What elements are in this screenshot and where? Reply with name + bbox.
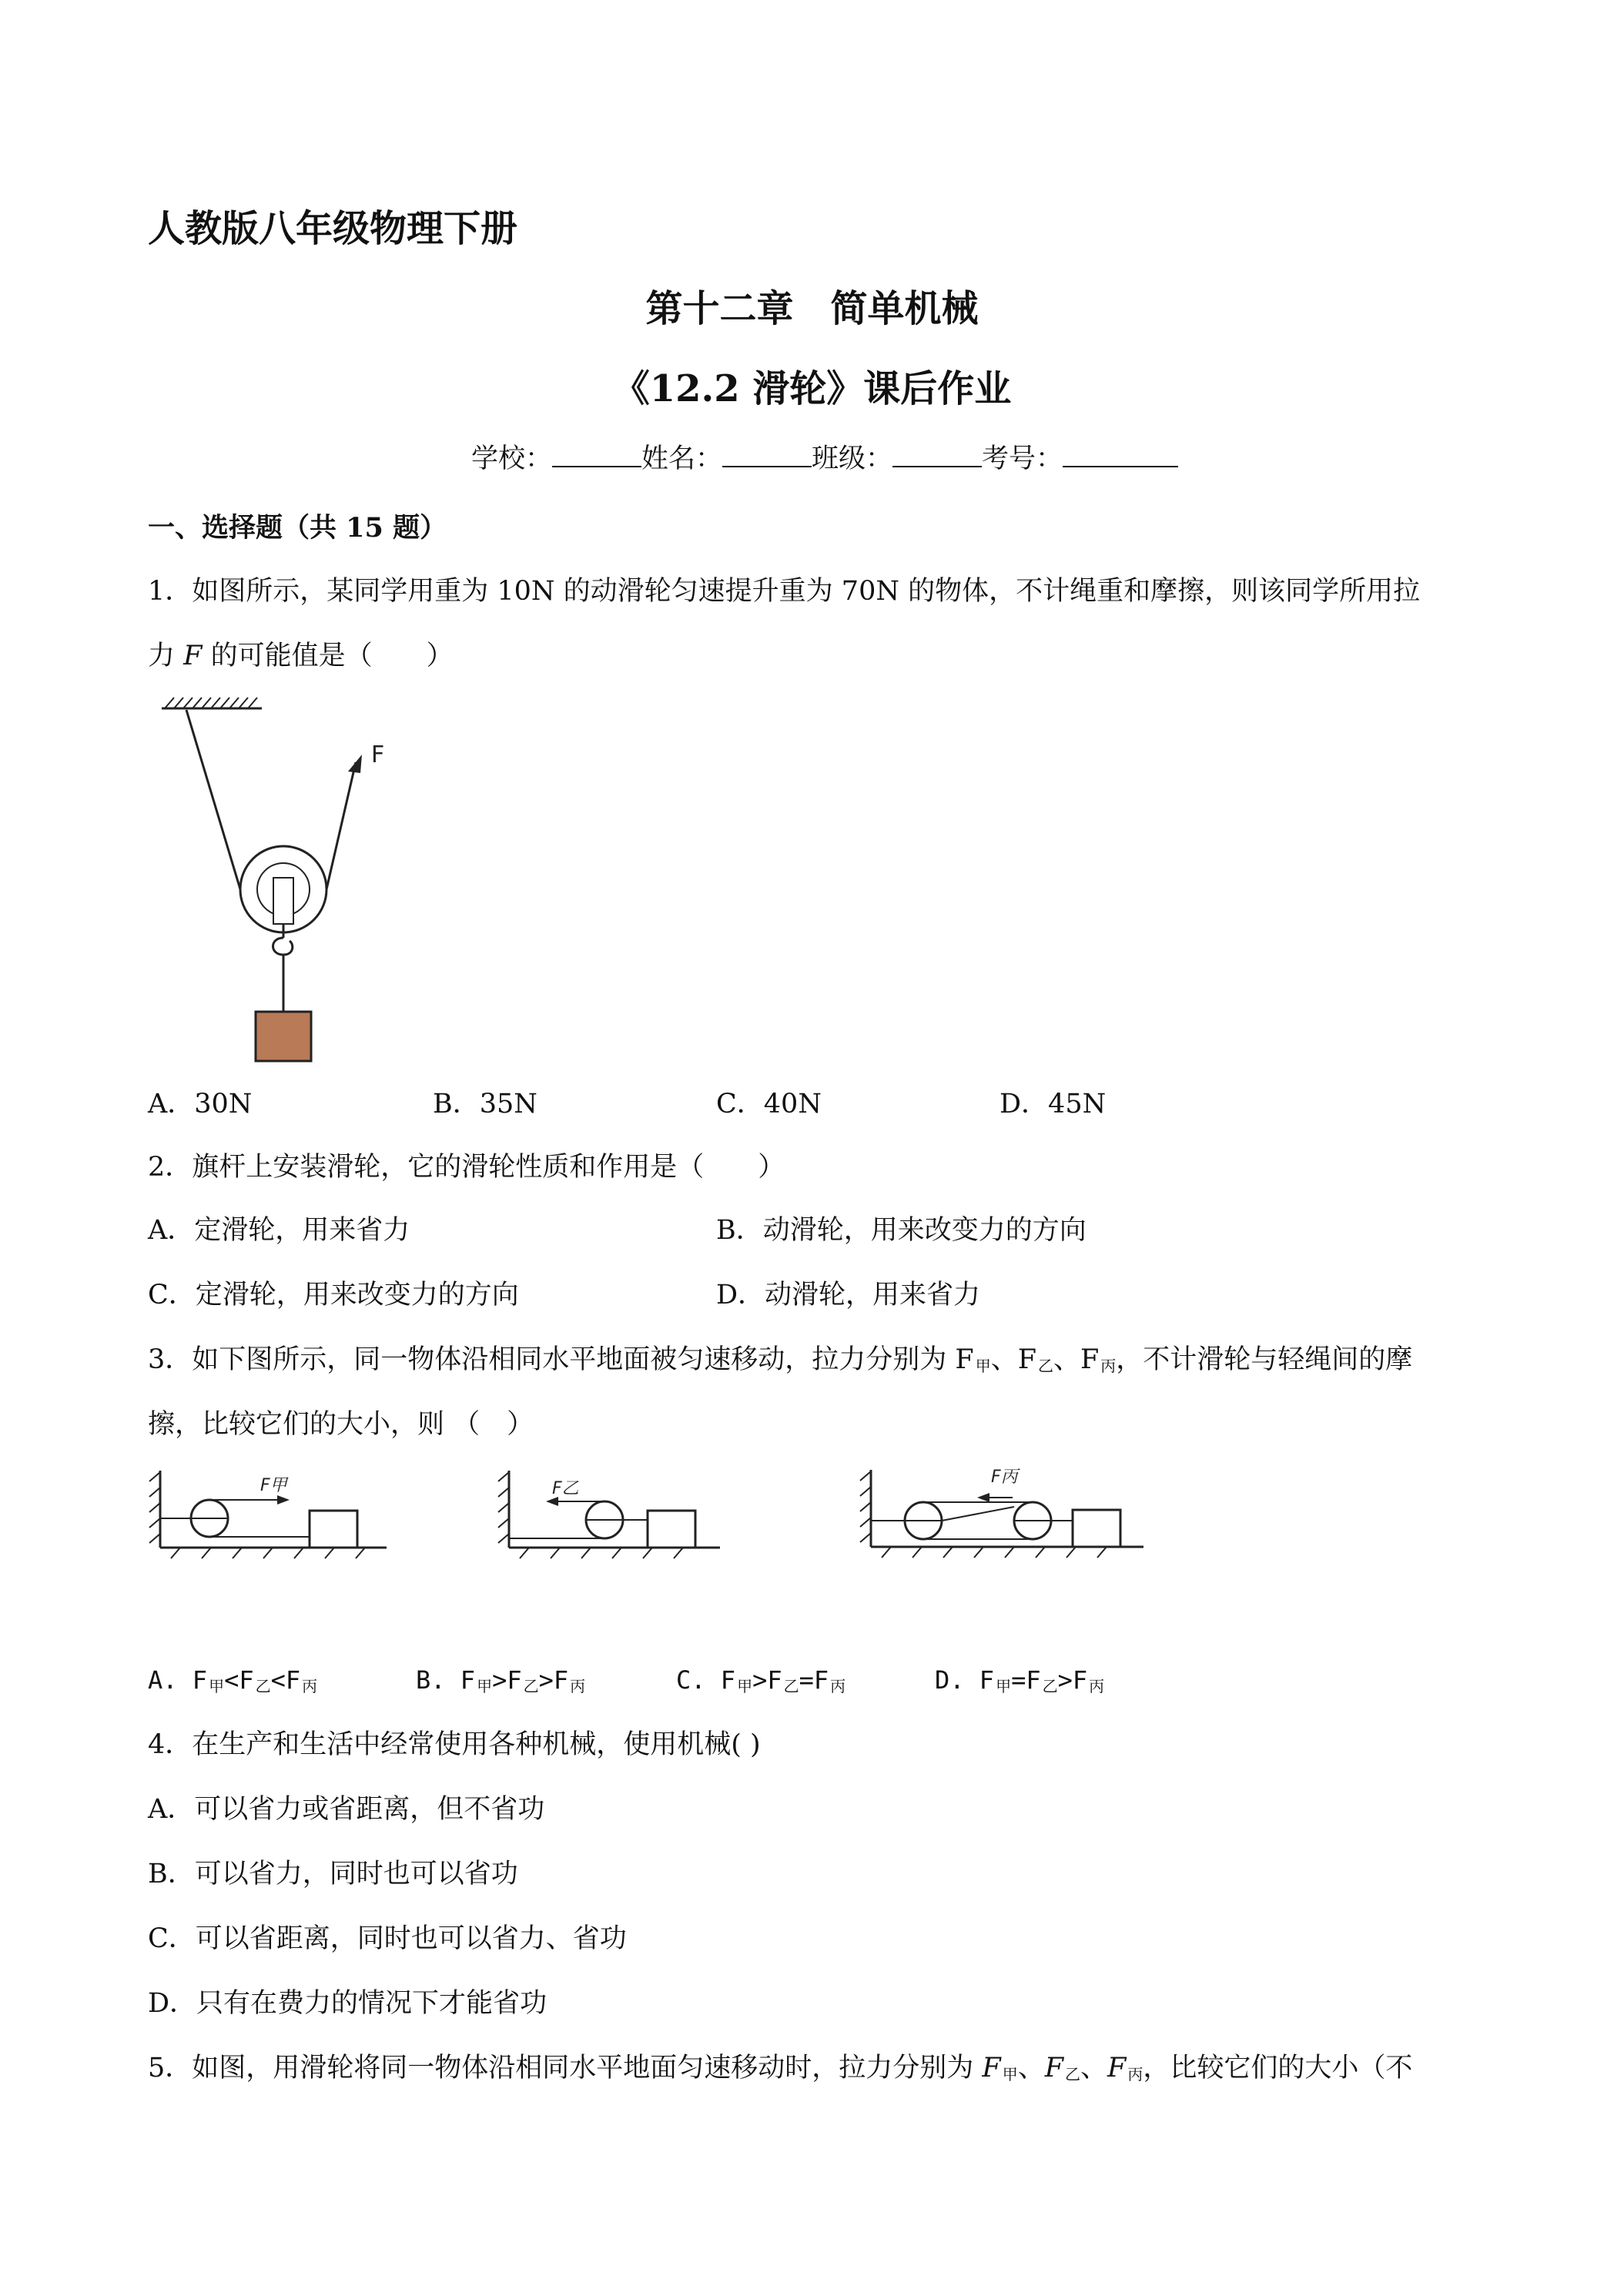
book-title: 人教版八年级物理下册: [148, 207, 518, 250]
q5-stem-line1: 5．如图，用滑轮将同一物体沿相同水平地面匀速移动时，拉力分别为 F $_甲$、F $_乙$、F $_丙$，比较它们的大小（不: [148, 2053, 1413, 2083]
q3-option-b[interactable]: B. F $_甲$>F $_乙$>F $_丙$: [416, 1665, 586, 1695]
q1-option-d[interactable]: D．45N: [1000, 1089, 1107, 1120]
lesson-title: 《12.2 滑轮》课后作业: [612, 367, 1012, 410]
svg-text:F乙: F乙: [552, 1479, 579, 1498]
q1-text-a: 力: [148, 641, 184, 671]
q3-sub-bing: 丙: [1100, 1357, 1117, 1375]
q2-option-b[interactable]: B．动滑轮，用来改变力的方向: [716, 1215, 1087, 1246]
name-label: 姓名：: [641, 443, 723, 474]
q2-stem: 2．旗杆上安装滑轮，它的滑轮性质和作用是（ ）: [148, 1152, 785, 1183]
q4-option-c[interactable]: C．可以省距离，同时也可以省力、省功: [148, 1923, 627, 1954]
q1-pulley-diagram: [154, 693, 408, 1070]
chapter-title: 第十二章 简单机械: [645, 287, 979, 330]
q3-diagram-jia: [148, 1463, 394, 1563]
q3-stem-line2: 擦，比较它们的大小，则 （ ）: [148, 1409, 534, 1440]
q1-stem-line1: 1．如图所示，某同学用重为 10N 的动滑轮匀速提升重为 70N 的物体，不计绳重和摩擦，则该同学所用拉: [148, 576, 1421, 607]
q3-option-c[interactable]: C. F $_甲$>F $_乙$=F $_丙$: [676, 1665, 846, 1695]
exam-no-label: 考号：: [982, 443, 1063, 474]
q1-option-c[interactable]: C．40N: [716, 1089, 822, 1120]
q5-text-b: ，比较它们的大小（不: [1143, 2053, 1413, 2083]
q3-text-b: ，不计滑轮与轻绳间的摩: [1116, 1344, 1413, 1375]
q2-option-a[interactable]: A．定滑轮，用来省力: [148, 1215, 410, 1246]
section-title: 一、选择题（共 15 题）: [148, 512, 447, 544]
svg-text:F甲: F甲: [260, 1476, 287, 1495]
svg-text:F丙: F丙: [991, 1468, 1018, 1487]
q3-sep1: 、F: [990, 1344, 1036, 1375]
q4-stem: 4．在生产和生活中经常使用各种机械，使用机械( ): [148, 1729, 761, 1760]
q1-option-b[interactable]: B．35N: [433, 1089, 537, 1120]
q4-option-d[interactable]: D．只有在费力的情况下才能省功: [148, 1988, 547, 2019]
force-label: F: [371, 741, 385, 768]
ceiling: [162, 698, 262, 708]
q1-option-a[interactable]: A．30N: [148, 1089, 253, 1120]
q3-stem-line1: [148, 1343, 1412, 1383]
q3-option-d[interactable]: D. F $_甲$=F $_乙$>F $_丙$: [935, 1665, 1105, 1695]
q3-diagram-bing: [859, 1459, 1151, 1563]
info-line: [471, 442, 1178, 476]
q4-option-a[interactable]: A．可以省力或省距离，但不省功: [148, 1794, 545, 1825]
force-arrow: [348, 755, 362, 773]
q3-sub-jia: 甲: [975, 1357, 991, 1375]
rope-right: [326, 762, 356, 889]
school-label: 学校：: [471, 443, 553, 474]
q3-diagram-yi: [497, 1463, 728, 1563]
pulley-axle: [273, 878, 293, 924]
q3-text-a: 3．如下图所示，同一物体沿相同水平地面被匀速移动，拉力分别为 F: [148, 1344, 974, 1375]
q2-option-d[interactable]: D．动滑轮，用来省力: [716, 1280, 981, 1310]
q1-stem-line2: [148, 639, 454, 673]
q1-text-b: 的可能值是（ ）: [202, 641, 454, 671]
exam-no-blank[interactable]: [1063, 443, 1178, 467]
school-blank[interactable]: [552, 443, 641, 467]
class-blank[interactable]: [892, 443, 982, 467]
q2-option-c[interactable]: C．定滑轮，用来改变力的方向: [148, 1280, 519, 1310]
name-blank[interactable]: [722, 443, 812, 467]
q3-sep2: 、F: [1053, 1344, 1100, 1375]
q3-sub-yi: 乙: [1037, 1357, 1053, 1375]
q4-option-b[interactable]: B．可以省力，同时也可以省功: [148, 1859, 518, 1889]
q1-var-f: F: [183, 641, 203, 671]
class-label: 班级：: [812, 443, 893, 474]
rope-left: [186, 710, 240, 889]
q3-option-a[interactable]: A. F $_甲$<F $_乙$<F $_丙$: [148, 1665, 318, 1695]
q5-text-a: 5．如图，用滑轮将同一物体沿相同水平地面匀速移动时，拉力分别为: [148, 2053, 983, 2083]
weight-block: [256, 1012, 311, 1061]
